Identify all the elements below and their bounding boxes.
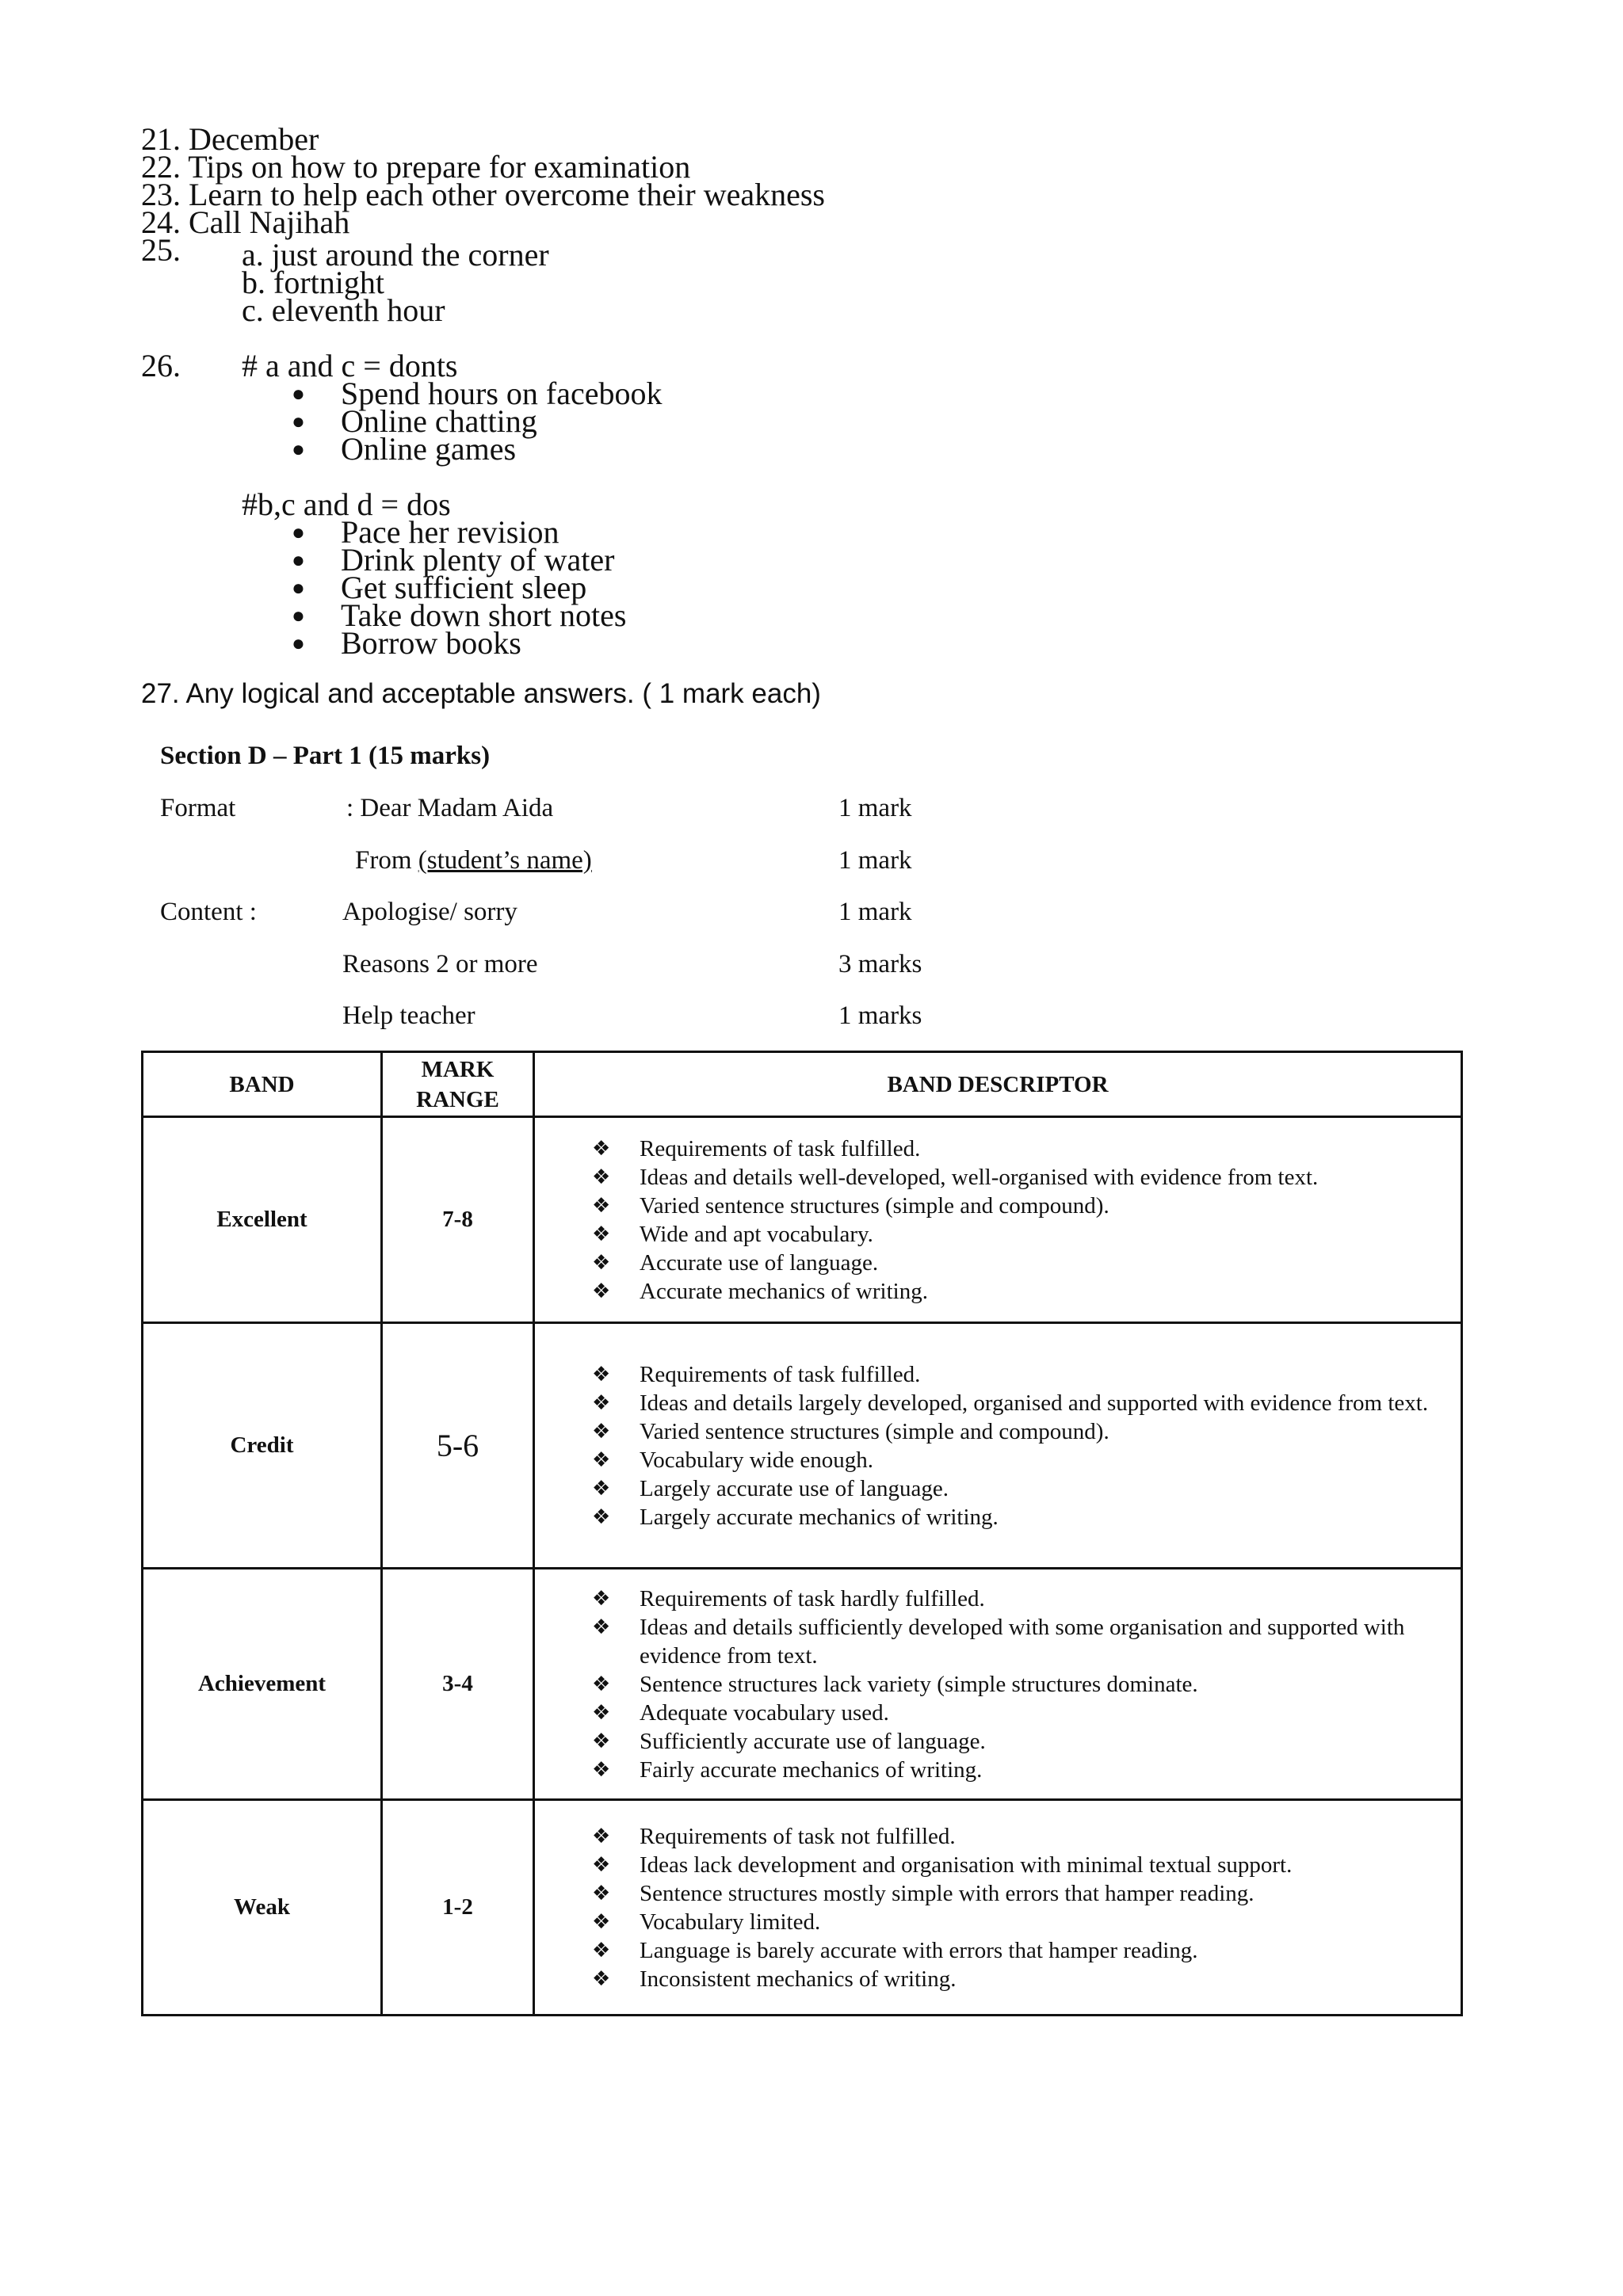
diamond-bullet-icon: ❖ [592,1586,611,1611]
descriptor-item: ❖ Vocabulary wide enough. [592,1447,874,1473]
descriptor-item: ❖ Sufficiently accurate use of language. [592,1728,986,1754]
descriptor-item: ❖ Ideas lack development and organisation with minimal textual support. [592,1852,1293,1878]
table-row [143,1323,1462,1569]
dos-item: ● Take down short notes [292,597,627,633]
descriptor-item: ❖ Accurate use of language. [592,1249,879,1276]
descriptor-item: ❖ Varied sentence structures (simple and compound). [592,1418,1109,1444]
descriptor-item: ❖ Ideas and details largely developed, organised and supported with evidence from text. [592,1390,1429,1416]
diamond-bullet-icon: ❖ [592,1362,611,1386]
band-descriptor-table [141,1051,1463,2016]
descriptor-list [535,1360,1461,1531]
answer-25b: b. fortnight [242,265,384,300]
diamond-bullet-icon: ❖ [592,1757,611,1782]
descriptor-item: ❖ Largely accurate mechanics of writing. [592,1504,999,1530]
content-item-mark: 1 marks [838,1001,922,1030]
diamond-bullet-icon: ❖ [592,1222,611,1246]
diamond-bullet-icon: ❖ [592,1165,611,1189]
diamond-bullet-icon: ❖ [592,1909,611,1934]
diamond-bullet-icon: ❖ [592,1447,611,1472]
descriptor-item: ❖ Inconsistent mechanics of writing. [592,1966,957,1992]
section-title: Section D – Part 1 (15 marks) [160,742,491,770]
bullet-icon: ● [292,410,305,434]
header-band: BAND [143,1052,382,1117]
band-name: Weak [143,1800,382,2016]
table-header-row [143,1052,1462,1117]
descriptor-item: ❖ Largely accurate use of language. [592,1475,949,1501]
student-name-placeholder: (student’s name) [418,846,592,875]
dos-item: ● Get sufficient sleep [292,570,587,605]
answer-27: 27. Any logical and acceptable answers. ( 1 mark each) [141,678,821,709]
diamond-bullet-icon: ❖ [592,1852,611,1877]
band-descriptor [534,1800,1462,2016]
donts-item: ● Online games [292,431,517,467]
diamond-bullet-icon: ❖ [592,1881,611,1905]
format-line-1: : Dear Madam Aida [346,794,554,822]
descriptor-item: ❖ Sentence structures lack variety (simple structures dominate. [592,1671,1198,1697]
answer-25-number: 25. [141,232,181,268]
diamond-bullet-icon: ❖ [592,1193,611,1218]
descriptor-item: ❖ Vocabulary limited. [592,1909,821,1935]
header-mark-range: MARK RANGE [382,1052,534,1117]
band-name: Achievement [143,1569,382,1800]
format-line-1-mark: 1 mark [838,794,912,822]
descriptor-item: ❖ Wide and apt vocabulary. [592,1221,873,1247]
band-name: Excellent [143,1117,382,1323]
band-descriptor [534,1323,1462,1569]
answer-23: 23. Learn to help each other overcome their weakness [141,177,825,212]
descriptor-item: ❖ Accurate mechanics of writing. [592,1278,928,1304]
table-row [143,1800,1462,2016]
donts-item: ● Spend hours on facebook [292,376,663,411]
dos-item: ● Drink plenty of water [292,542,615,578]
descriptor-list [535,1585,1461,1784]
format-line-2-mark: 1 mark [838,846,912,875]
format-line-2: From (student’s name) [355,846,592,875]
descriptor-item: ❖ Requirements of task not fulfilled. [592,1823,956,1849]
diamond-bullet-icon: ❖ [592,1476,611,1501]
diamond-bullet-icon: ❖ [592,1250,611,1275]
bullet-icon: ● [292,576,305,601]
answer-25a: a. just around the corner [242,237,549,273]
header-band-descriptor: BAND DESCRIPTOR [534,1052,1462,1117]
diamond-bullet-icon: ❖ [592,1390,611,1415]
band-descriptor [534,1569,1462,1800]
content-label: Content : [160,898,257,926]
diamond-bullet-icon: ❖ [592,1505,611,1529]
diamond-bullet-icon: ❖ [592,1966,611,1991]
answer-26-number: 26. [141,348,181,383]
diamond-bullet-icon: ❖ [592,1419,611,1444]
diamond-bullet-icon: ❖ [592,1136,611,1161]
bullet-icon: ● [292,437,305,462]
answer-25c: c. eleventh hour [242,292,445,328]
answer-26-donts-heading: # a and c = donts [242,348,458,383]
format-label: Format [160,794,236,822]
descriptor-item: ❖ Requirements of task hardly fulfilled. [592,1585,985,1611]
answer-26-dos-heading: #b,c and d = dos [242,486,451,522]
bullet-icon: ● [292,521,305,545]
descriptor-item: ❖ Ideas and details well-developed, well-organised with evidence from text. [592,1164,1319,1190]
content-item-mark: 1 mark [838,898,912,926]
content-item: Reasons 2 or more [342,950,538,978]
content-item-mark: 3 marks [838,950,922,978]
diamond-bullet-icon: ❖ [592,1279,611,1303]
descriptor-item: ❖ Varied sentence structures (simple and compound). [592,1192,1109,1219]
bullet-icon: ● [292,548,305,573]
descriptor-item: ❖ Adequate vocabulary used. [592,1699,889,1726]
table-row [143,1117,1462,1323]
diamond-bullet-icon: ❖ [592,1824,611,1848]
diamond-bullet-icon: ❖ [592,1615,611,1639]
donts-item: ● Online chatting [292,403,537,439]
table-row [143,1569,1462,1800]
dos-item: ● Borrow books [292,625,521,661]
descriptor-item: ❖ Requirements of task fulfilled. [592,1361,921,1387]
band-name: Credit [143,1323,382,1569]
descriptor-item: ❖ Fairly accurate mechanics of writing. [592,1756,983,1783]
diamond-bullet-icon: ❖ [592,1729,611,1753]
content-item: Help teacher [342,1001,475,1030]
bullet-icon: ● [292,631,305,656]
diamond-bullet-icon: ❖ [592,1672,611,1696]
answer-24: 24. Call Najihah [141,204,350,240]
diamond-bullet-icon: ❖ [592,1700,611,1725]
band-descriptor [534,1117,1462,1323]
descriptor-item: ❖ Sentence structures mostly simple with errors that hamper reading. [592,1880,1254,1906]
content-item: Apologise/ sorry [342,898,517,926]
descriptor-item: ❖ Language is barely accurate with errors that hamper reading. [592,1937,1198,1963]
bullet-icon: ● [292,382,305,406]
answer-21: 21. December [141,121,319,157]
diamond-bullet-icon: ❖ [592,1938,611,1962]
descriptor-item: ❖ Requirements of task fulfilled. [592,1135,921,1161]
descriptor-item: ❖ Ideas and details sufficiently developed with some organisation and supported with evidence from text. [592,1614,1405,1669]
dos-item: ● Pace her revision [292,514,559,550]
descriptor-list [535,1135,1461,1306]
mark-range: 1-2 [382,1800,534,2016]
mark-range: 7-8 [382,1117,534,1323]
mark-range: 3-4 [382,1569,534,1800]
bullet-icon: ● [292,604,305,628]
mark-range: 5-6 [382,1323,534,1569]
descriptor-list [535,1822,1461,1993]
answer-22: 22. Tips on how to prepare for examination [141,149,691,185]
